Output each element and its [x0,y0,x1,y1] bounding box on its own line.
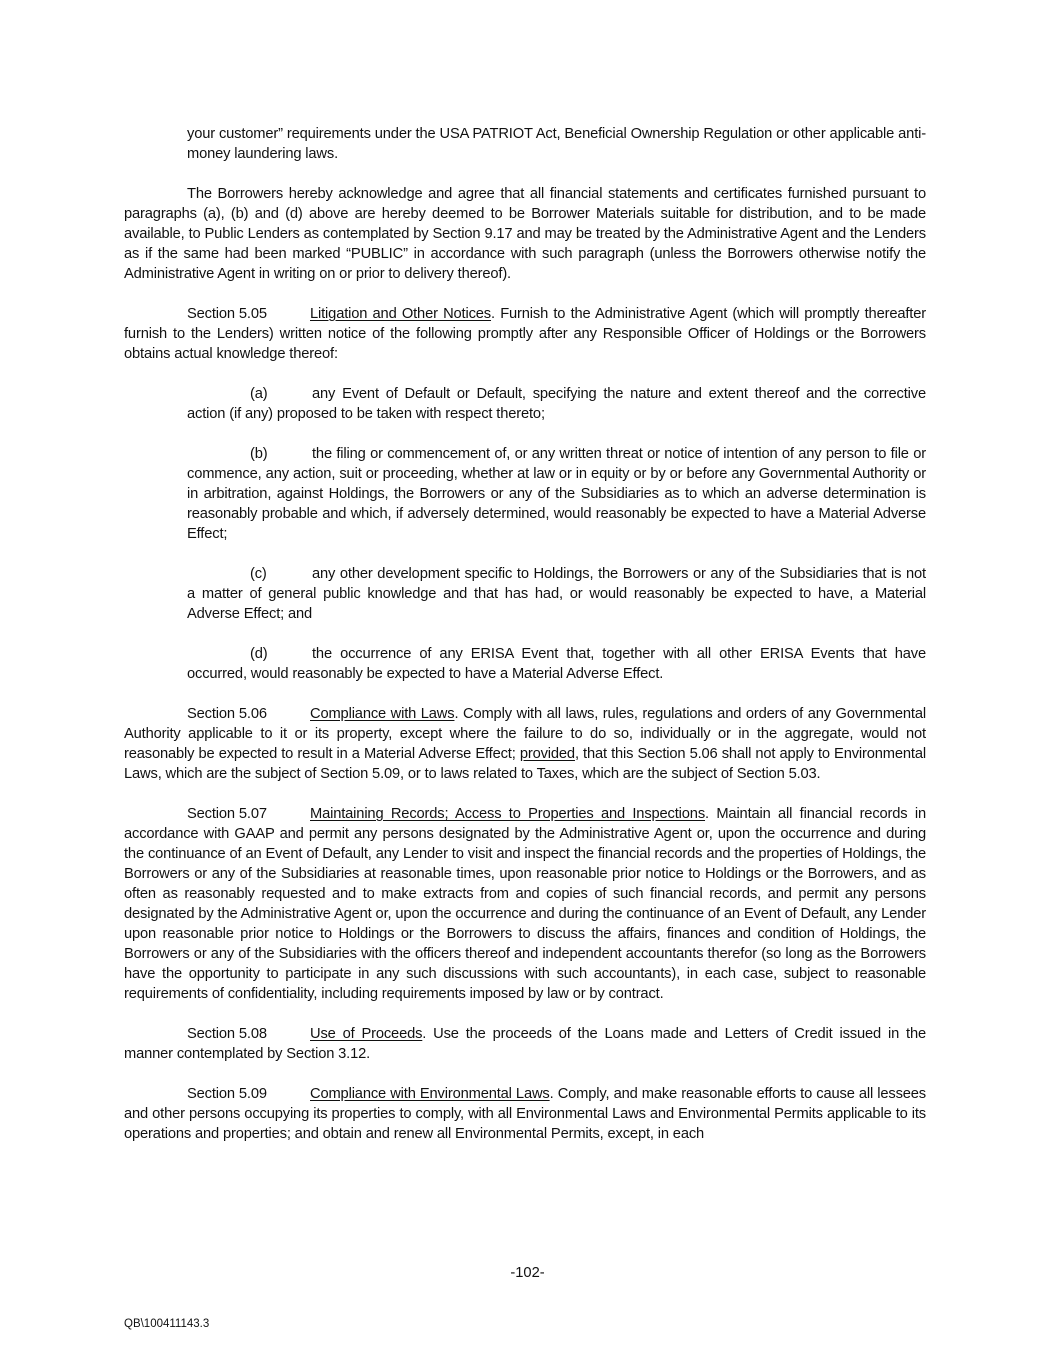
section-5-06 [124,704,926,784]
paragraph-continued: your customer” requirements under the USA PATRIOT Act, Beneficial Ownership Regulation or other applicable anti-money laundering laws. [187,126,926,162]
list-item-a [187,384,926,424]
section-body-cont: , that this Section 5.06 shall not apply to Environmental Laws, which are the subject of Section 5.09, or to laws related to Taxes, which are the subject of Section 5.03. [124,746,926,782]
list-item-text: any other development specific to Holdings, the Borrowers or any of the Subsidiaries that is not a matter of general public knowledge and that has had, or would reasonably be expected to have, a Material Adverse Effect; and [187,566,926,622]
list-item-c [187,564,926,624]
document-id: QB\100411143.3 [124,1318,210,1330]
section-body: . Furnish to the Administrative Agent (which will promptly thereafter furnish to the Lenders) written notice of the following promptly after any Responsible Officer of Holdings or the Borrowers obtains actual knowledge thereof: [124,306,926,362]
paragraph-borrower-materials: The Borrowers hereby acknowledge and agree that all financial statements and certificates furnished pursuant to paragraphs (a), (b) and (d) above are hereby deemed to be Borrower Materials suitable for distribution, and to be made available, to Public Lenders as contemplated by Section 9.17 and may be treated by the Administrative Agent and the Lenders as if the same had been marked “PUBLIC” in accordance with such paragraph (unless the Borrowers otherwise notify the Administrative Agent in writing on or prior to delivery thereof). [124,186,926,282]
list-item-label: (d) [250,646,268,662]
list-item-text: the occurrence of any ERISA Event that, together with all other ERISA Events that have occurred, would reasonably be expected to have a Material Adverse Effect. [187,646,926,682]
section-body: . Comply with all laws, rules, regulations and orders of any Governmental Authority applicable to it or its property, except where the failure to do so, individually or in the aggregate, would not reasonably be expected to result in a Material Adverse Effect; [124,706,926,762]
section-number: Section 5.09 [187,1086,267,1102]
section-title: Compliance with Environmental Laws [310,1086,550,1102]
section-5-07 [124,804,926,1004]
list-item-label: (c) [250,566,267,582]
section-5-09 [124,1084,926,1144]
list-item-label: (a) [250,386,268,402]
section-body: . Comply, and make reasonable efforts to cause all lessees and other persons occupying its properties to comply, with all Environmental Laws and Environmental Permits applicable to its operations and properties; and obtain and renew all Environmental Permits, except, in each [124,1086,926,1142]
section-body: . Use the proceeds of the Loans made and Letters of Credit issued in the manner contemplated by Section 3.12. [124,1026,926,1062]
section-title: Litigation and Other Notices [310,306,492,322]
section-5-05 [124,304,926,364]
section-number: Section 5.07 [187,806,267,822]
list-item-label: (b) [250,446,268,462]
section-title: Use of Proceeds [310,1026,423,1042]
section-number: Section 5.08 [187,1026,267,1042]
document-page [124,124,926,1164]
list-item-text: the filing or commencement of, or any written threat or notice of intention of any person to file or commence, any action, suit or proceeding, whether at law or in equity or by or before any Governmental Authority or in arbitration, against Holdings, the Borrowers or any of the Subsidiaries as to which an adverse determination is reasonably probable and which, if adversely determined, would reasonably be expected to have a Material Adverse Effect; [187,446,926,542]
list-item-d [187,644,926,684]
section-title: Compliance with Laws [310,706,455,722]
section-number: Section 5.05 [187,306,267,322]
provided-term: provided [519,746,575,762]
section-number: Section 5.06 [187,706,267,722]
section-title: Maintaining Records; Access to Properties and Inspections [310,806,706,822]
section-body: . Maintain all financial records in accordance with GAAP and permit any persons designated by the Administrative Agent or, upon the occurrence and during the continuance of an Event of Default, any Lender to visit and inspect the financial records and the properties of Holdings, the Borrowers or any of the Subsidiaries at reasonable times, upon reasonable prior notice to Holdings or the Borrowers, and as often as reasonably requested and to make extracts from and copies of such financial records, and permit any persons designated by the Administrative Agent or, upon the occurrence and during the continuance of an Event of Default, any Lender upon reasonable prior notice to Holdings or the Borrowers to discuss the affairs, finances and condition of Holdings, the Borrowers or any of the Subsidiaries with the officers thereof and independent accountants therefor (so long as the Borrowers have the opportunity to participate in any such discussions with such accountants), in each case, subject to reasonable requirements of confidentiality, including requirements imposed by law or by contract. [124,806,927,1002]
list-item-text: any Event of Default or Default, specifying the nature and extent thereof and the corrective action (if any) proposed to be taken with respect thereto; [187,386,926,422]
section-5-08 [124,1024,926,1064]
page-number: -102- [510,1265,545,1281]
list-item-b [187,444,926,544]
